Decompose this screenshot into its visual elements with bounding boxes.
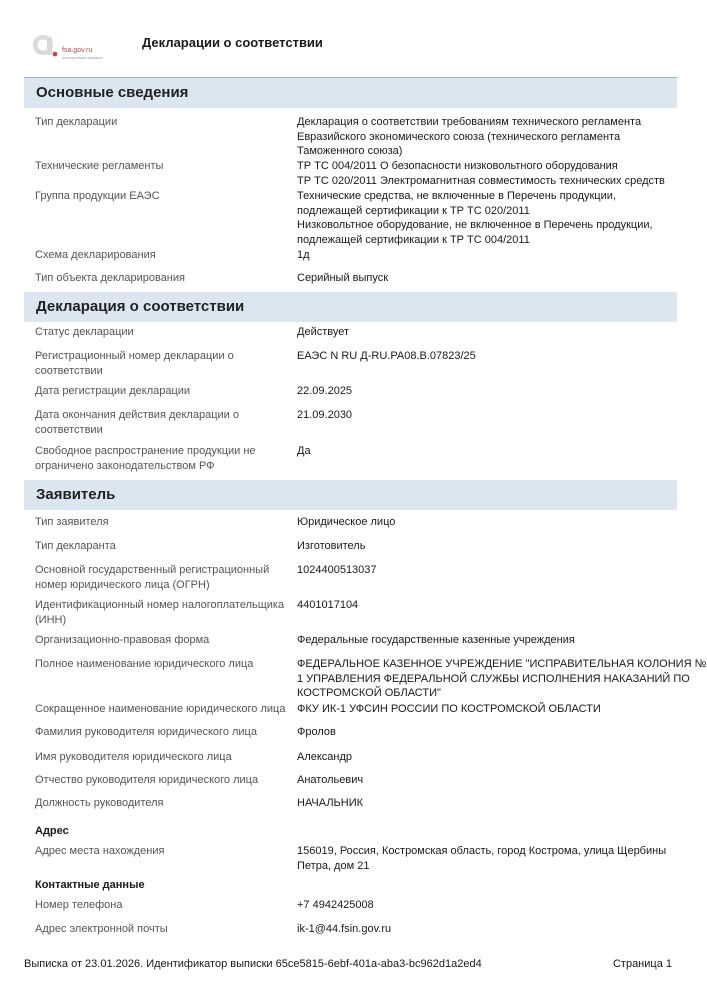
field-value — [297, 271, 675, 286]
field-value — [297, 773, 675, 788]
field-value-line: Фролов — [297, 726, 336, 738]
field-label-line: Статус декларации — [35, 326, 134, 338]
field-value-line: 156019, Россия, Костромская область, город Кострома, улица Щербины — [297, 845, 667, 857]
fsa-logo-icon — [32, 30, 58, 58]
field-label-line: Регистрационный номер декларации о — [35, 350, 234, 362]
field-label-line: Тип заявителя — [35, 516, 109, 528]
field-label — [35, 725, 290, 740]
field-value-line: Действует — [297, 326, 350, 338]
field-label — [35, 189, 290, 204]
field-value-line: Изготовитель — [297, 540, 366, 552]
field-value — [297, 796, 675, 811]
field-value — [297, 444, 675, 459]
field-value-line: подлежащей сертификации к ТР ТС 004/2011 — [297, 233, 530, 246]
field-value — [297, 898, 675, 913]
field-value-line: 4401017104 — [297, 599, 359, 611]
field-label-line: (ИНН) — [35, 613, 67, 626]
field-label — [35, 271, 290, 286]
field-label — [35, 115, 290, 130]
field-value-line: подлежащей сертификации к ТР ТС 020/2011 — [297, 204, 530, 217]
field-value-line: 21.09.2030 — [297, 409, 353, 421]
field-label — [35, 898, 290, 913]
field-value-line: 1024400513037 — [297, 564, 377, 576]
field-label — [35, 922, 290, 937]
field-label-line: Имя руководителя юридического лица — [35, 751, 232, 763]
field-label-line: Дата окончания действия декларации о — [35, 409, 239, 421]
fsa-logo — [32, 28, 142, 64]
page-header — [32, 28, 682, 68]
field-label-line: ограничено законодательством РФ — [35, 459, 215, 472]
field-value-line: Евразийского экономического союза (технического регламента — [297, 130, 621, 143]
field-label-line: Полное наименование юридического лица — [35, 658, 254, 670]
field-value-line: 22.09.2025 — [297, 385, 353, 397]
field-value-line: ik-1@44.fsin.gov.ru — [297, 923, 392, 935]
field-value — [297, 248, 675, 263]
section-title: Декларация о соответствии — [36, 298, 245, 315]
field-value — [297, 515, 675, 530]
field-label-line: Дата регистрации декларации — [35, 385, 191, 397]
field-label — [35, 563, 290, 592]
field-label-line: номер юридического лица (ОГРН) — [35, 578, 210, 591]
field-label-line: Тип объекта декларирования — [35, 272, 185, 284]
field-label — [35, 325, 290, 340]
field-value-line: Александр — [297, 751, 353, 763]
field-label-line: Фамилия руководителя юридического лица — [35, 726, 257, 738]
field-value — [297, 633, 675, 648]
page-title: Декларации о соответствии — [142, 35, 323, 50]
field-value — [297, 563, 675, 578]
field-label-line: Организационно-правовая форма — [35, 634, 210, 646]
field-value — [297, 598, 675, 613]
section-applicant-header — [24, 480, 677, 510]
field-label — [35, 159, 290, 174]
field-value-line: 1д — [297, 249, 310, 261]
field-label-line: Адрес места нахождения — [35, 845, 165, 857]
field-label-line: Тип декларанта — [35, 540, 116, 552]
field-value — [297, 325, 675, 340]
field-label-line: Тип декларации — [35, 116, 118, 128]
field-label-line: соответствии — [35, 423, 103, 436]
field-value-line: Декларация о соответствии требованиям технического регламента — [297, 116, 642, 128]
section-basic-header — [24, 78, 677, 108]
field-label — [35, 349, 290, 378]
field-label-line: Должность руководителя — [35, 797, 164, 809]
section-title: Заявитель — [36, 486, 116, 503]
field-label — [35, 773, 290, 788]
field-value — [297, 657, 707, 701]
field-value — [297, 408, 675, 423]
field-value-line: Анатольевич — [297, 774, 364, 786]
field-value-line: Таможенного союза) — [297, 145, 403, 157]
field-value-line: +7 4942425008 — [297, 899, 374, 911]
field-value — [297, 384, 675, 399]
field-label-line: Свободное распространение продукции не — [35, 445, 256, 457]
contacts-heading: Контактные данные — [35, 879, 145, 891]
field-value — [297, 349, 675, 364]
field-label — [35, 844, 290, 859]
field-label-line: Группа продукции ЕАЭС — [35, 190, 160, 202]
field-value-line: ФЕДЕРАЛЬНОЕ КАЗЕННОЕ УЧРЕЖДЕНИЕ "ИСПРАВИТЕЛЬНАЯ КОЛОНИЯ № — [297, 658, 707, 670]
footer-page-number: Страница 1 — [612, 958, 672, 970]
field-value-line: Да — [297, 445, 311, 457]
section-title: Основные сведения — [36, 84, 189, 101]
field-label — [35, 702, 290, 717]
field-value-line: Технические средства, не включенные в Перечень продукции, — [297, 190, 616, 202]
field-value — [297, 702, 675, 717]
field-value — [297, 159, 675, 188]
field-label — [35, 750, 290, 765]
field-label-line: Основной государственный регистрационный — [35, 564, 270, 576]
field-value — [297, 539, 675, 554]
field-label — [35, 657, 290, 672]
field-value-line: ТР ТС 020/2011 Электромагнитная совместимость технических средств — [297, 174, 665, 187]
field-value — [297, 189, 675, 247]
field-value — [297, 115, 675, 159]
field-value-line: ЕАЭС N RU Д-RU.PA08.B.07823/25 — [297, 350, 476, 362]
field-value-line: Юридическое лицо — [297, 516, 396, 528]
field-label-line: Схема декларирования — [35, 249, 156, 261]
field-value — [297, 750, 675, 765]
field-label — [35, 444, 290, 473]
address-heading: Адрес — [35, 825, 69, 837]
field-value-line: ТР ТС 004/2011 О безопасности низковольтного оборудования — [297, 160, 618, 172]
field-label-line: Сокращенное наименование юридического лица — [35, 703, 286, 715]
field-value-line: ФКУ ИК-1 УФСИН РОССИИ ПО КОСТРОМСКОЙ ОБЛАСТИ — [297, 703, 601, 715]
field-value — [297, 844, 675, 873]
field-value-line: Серийный выпуск — [297, 272, 389, 284]
field-label — [35, 796, 290, 811]
field-label — [35, 408, 290, 437]
field-value-line: 1 УПРАВЛЕНИЯ ФЕДЕРАЛЬНОЙ СЛУЖБЫ ИСПОЛНЕНИЯ НАКАЗАНИЙ ПО — [297, 672, 690, 685]
field-value-line: Низковольтное оборудование, не включенное в Перечень продукции, — [297, 219, 653, 231]
field-value — [297, 922, 675, 937]
field-label-line: Адрес электронной почты — [35, 923, 168, 935]
field-value-line: Петра, дом 21 — [297, 859, 370, 872]
field-value-line: КОСТРОМСКОЙ ОБЛАСТИ" — [297, 687, 441, 699]
logo-subtitle: электронные сервисы — [62, 55, 103, 60]
field-label-line: Технические регламенты — [35, 160, 164, 172]
field-label-line: соответствии — [35, 364, 103, 377]
field-label-line: Идентификационный номер налогоплательщика — [35, 599, 285, 611]
field-label — [35, 248, 290, 263]
section-declaration-header — [24, 292, 677, 322]
field-value-line: Федеральные государственные казенные учреждения — [297, 634, 575, 646]
field-label — [35, 539, 290, 554]
field-label — [35, 598, 290, 627]
field-value — [297, 725, 675, 740]
field-label — [35, 384, 290, 399]
field-label-line: Отчество руководителя юридического лица — [35, 774, 259, 786]
field-label-line: Номер телефона — [35, 899, 123, 911]
logo-site: fsa.gov.ru — [62, 47, 93, 54]
field-value-line: НАЧАЛЬНИК — [297, 797, 364, 809]
field-label — [35, 633, 290, 648]
field-label — [35, 515, 290, 530]
footer-extract-id: Выписка от 23.01.2026. Идентификатор выписки 65ce5815-6ebf-401a-aba3-bc962d1a2ed4 — [24, 958, 482, 970]
